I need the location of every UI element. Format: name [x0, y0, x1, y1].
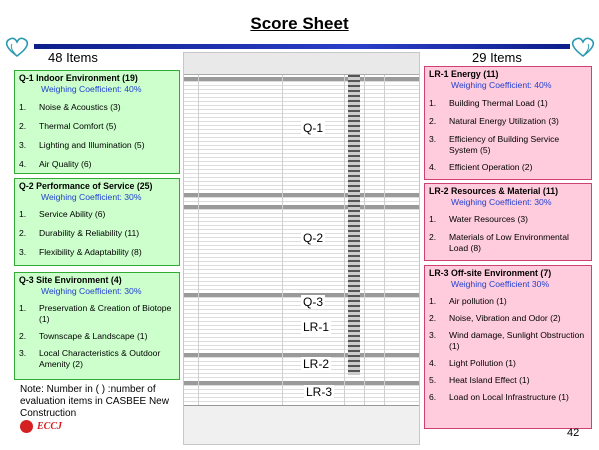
- sheet-label-q1: Q-1: [303, 121, 324, 135]
- list-item: 4. Efficient Operation (2): [429, 162, 533, 172]
- page-number: 42: [567, 427, 580, 439]
- sheet-footer: [184, 405, 419, 445]
- lr3-coefficient: Weighing Coefficient 30%: [451, 279, 550, 289]
- eccj-logo: [20, 420, 62, 433]
- q1-coefficient: Weighing Coefficient: 40%: [41, 84, 142, 94]
- sheet-divider: [384, 75, 385, 445]
- list-item: 2. Noise, Vibration and Odor (2): [429, 313, 561, 323]
- sheet-label-lr1: LR-1: [303, 320, 330, 334]
- list-item: 4. Air Quality (6): [19, 159, 92, 169]
- list-item: 5. Heat Island Effect (1): [429, 375, 530, 385]
- q1-box: [14, 70, 180, 174]
- lr2-coefficient: Weighing Coefficient: 30%: [451, 197, 552, 207]
- sheet-label-q2: Q-2: [303, 231, 324, 245]
- logo-text: ECCJ: [37, 421, 63, 432]
- list-item: 1. Air pollution (1): [429, 296, 507, 306]
- list-item: 3. Flexibility & Adaptability (8): [19, 247, 142, 257]
- q3-box: [14, 272, 180, 380]
- list-item: 3. Wind damage, Sunlight Obstruction (1): [429, 330, 585, 351]
- lr2-box: [424, 183, 592, 261]
- list-item: 1. Noise & Acoustics (3): [19, 102, 121, 112]
- heart-right-icon: [568, 36, 598, 58]
- q1-title: Q-1 Indoor Environment (19): [19, 73, 138, 83]
- list-item: 3. Efficiency of Building Service System (5): [429, 134, 560, 155]
- sheet-divider: [364, 75, 365, 445]
- page-title: Score Sheet: [250, 14, 349, 33]
- list-item: 1. Water Resources (3): [429, 214, 528, 224]
- list-item: 2. Natural Energy Utilization (3): [429, 116, 559, 126]
- list-item: 1. Preservation & Creation of Biotope (1): [19, 303, 172, 324]
- list-item: 6. Load on Local Infrastructure (1): [429, 392, 569, 402]
- list-item: 3. Lighting and Illumination (5): [19, 140, 145, 150]
- q2-coefficient: Weighing Coefficient: 30%: [41, 192, 142, 202]
- q3-title: Q-3 Site Environment (4): [19, 275, 122, 285]
- list-item: 2. Materials of Low Environmental Load (8): [429, 232, 569, 253]
- sheet-label-lr3: LR-3: [306, 385, 333, 399]
- sheet-divider: [282, 75, 283, 445]
- lr1-coefficient: Weighing Coefficient: 40%: [451, 80, 552, 90]
- list-item: 2. Townscape & Landscape (1): [19, 331, 148, 341]
- lr1-box: [424, 66, 592, 180]
- q2-box: [14, 178, 180, 266]
- q3-coefficient: Weighing Coefficient: 30%: [41, 286, 142, 296]
- lr-items-count: 29 Items: [472, 50, 522, 65]
- list-item: 4. Light Pollution (1): [429, 358, 516, 368]
- sheet-divider: [198, 75, 199, 445]
- q2-title: Q-2 Performance of Service (25): [19, 181, 153, 191]
- list-item: 3. Local Characteristics & Outdoor Amenity (2): [19, 348, 161, 369]
- sheet-label-lr2: LR-2: [303, 357, 330, 371]
- score-sheet-image: [183, 52, 420, 445]
- list-item: 1. Building Thermal Load (1): [429, 98, 548, 108]
- q-items-count: 48 Items: [48, 50, 98, 65]
- list-item: 1. Service Ability (6): [19, 209, 106, 219]
- lr3-title: LR-3 Off-site Environment (7): [429, 268, 552, 278]
- lr3-box: [424, 265, 592, 429]
- sheet-score-column: [348, 75, 360, 375]
- heart-left-icon: [2, 36, 32, 58]
- eccj-logo-icon: [20, 420, 33, 433]
- sheet-header: [184, 53, 419, 75]
- sheet-label-q3: Q-3: [303, 295, 324, 309]
- list-item: 2. Thermal Comfort (5): [19, 121, 117, 131]
- lr2-title: LR-2 Resources & Material (11): [429, 186, 559, 196]
- lr1-title: LR-1 Energy (11): [429, 69, 499, 79]
- sheet-divider: [344, 75, 345, 445]
- footnote: Note: Number in ( ) :number of evaluation items in CASBEE New Construction: [20, 384, 169, 419]
- title-rule: [34, 44, 570, 49]
- list-item: 2. Durability & Reliability (11): [19, 228, 140, 238]
